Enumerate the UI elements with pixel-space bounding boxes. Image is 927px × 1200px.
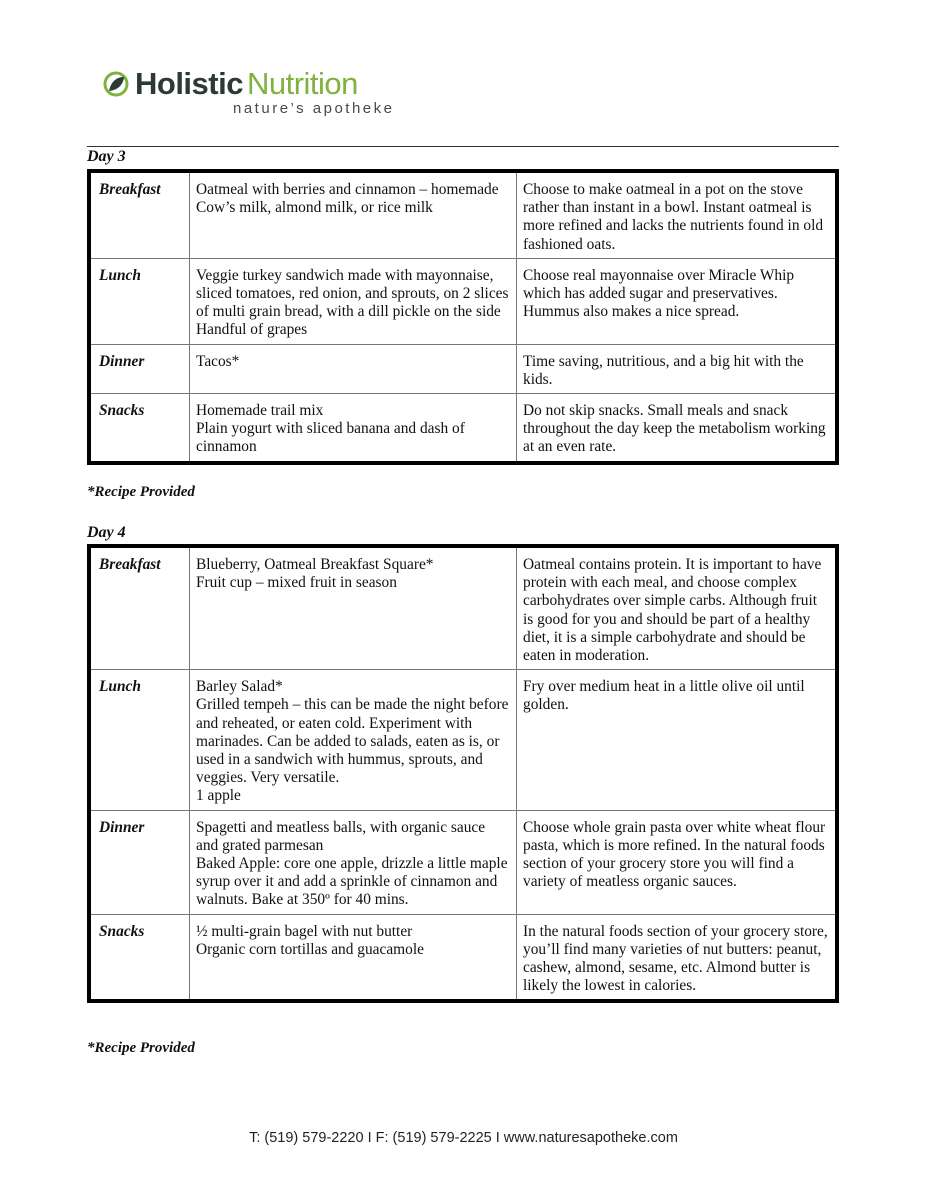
meal-item: Spagetti and meatless balls, with organic sauce and grated parmesan xyxy=(196,818,486,854)
meal-item: Fruit cup – mixed fruit in season xyxy=(196,574,397,592)
meal-label: Snacks xyxy=(89,914,190,1001)
table-row xyxy=(89,171,837,258)
day-3-footnote: *Recipe Provided xyxy=(87,484,195,500)
table-row xyxy=(89,914,837,1001)
table-row xyxy=(89,810,837,914)
brand-logo xyxy=(103,66,394,117)
meal-item: Cow’s milk, almond milk, or rice milk xyxy=(196,199,433,217)
meal-items xyxy=(190,258,517,344)
meal-item: Organic corn tortillas and guacamole xyxy=(196,940,424,958)
meal-item: ½ multi-grain bagel with nut butter xyxy=(196,922,413,940)
meal-note: Oatmeal contains protein. It is important to have protein with each meal, and choose complex carbohydrates over simple carbs. Although fruit is good for you and should be part of a healthy diet, it is a simple carbohydrate and should be eaten in moderation. xyxy=(517,546,838,670)
brand-tagline: nature’s apotheke xyxy=(233,100,395,117)
meal-label: Lunch xyxy=(89,670,190,810)
leaf-logo-icon xyxy=(103,71,129,97)
meal-note: Choose to make oatmeal in a pot on the stove rather than instant in a bowl. Instant oatmeal is more refined and lacks the nutrients found in old fashioned oats. xyxy=(517,171,838,258)
meal-note: Do not skip snacks. Small meals and snack throughout the day keep the metabolism working at an even rate. xyxy=(517,394,838,463)
meal-item: Baked Apple: core one apple, drizzle a little maple syrup over it and add a sprinkle of cinnamon and walnuts. Bake at 350º for 40 mins. xyxy=(196,855,508,909)
meal-note: In the natural foods section of your grocery store, you’ll find many varieties of nut butters: peanut, cashew, almond, sesame, etc. Almond butter is likely the lowest in calories. xyxy=(517,914,838,1001)
table-row xyxy=(89,344,837,393)
contact-footer: T: (519) 579-2220 I F: (519) 579-2225 I www.naturesapotheke.com xyxy=(249,1130,678,1146)
meal-items xyxy=(190,546,517,670)
meal-label: Lunch xyxy=(89,258,190,344)
meal-item: Oatmeal with berries and cinnamon – homemade xyxy=(196,181,499,198)
meal-item: 1 apple xyxy=(196,787,241,805)
meal-label: Breakfast xyxy=(89,546,190,670)
meal-note: Choose real mayonnaise over Miracle Whip which has added sugar and preservatives. Hummus also makes a nice spread. xyxy=(517,258,838,344)
day-3-meal-table xyxy=(87,169,839,465)
meal-items xyxy=(190,914,517,1001)
meal-item: Blueberry, Oatmeal Breakfast Square* xyxy=(196,556,434,573)
day-4-meal-table xyxy=(87,544,839,1003)
table-row xyxy=(89,670,837,810)
meal-label: Snacks xyxy=(89,394,190,463)
header-divider xyxy=(87,146,839,147)
meal-item: Grilled tempeh – this can be made the night before and reheated, or eaten cold. Experiment with marinades. Can be added to salads, eaten as is, or used in a sandwich with hummus, sprouts, and veggies. Very versatile. xyxy=(196,696,509,787)
meal-items xyxy=(190,344,517,393)
brand-name-bold: Holistic xyxy=(135,66,243,101)
table-row xyxy=(89,394,837,463)
meal-label: Dinner xyxy=(89,810,190,914)
meal-items xyxy=(190,171,517,258)
meal-note: Fry over medium heat in a little olive oil until golden. xyxy=(517,670,838,810)
brand-name-light: Nutrition xyxy=(246,66,358,101)
table-row xyxy=(89,546,837,670)
day-4-footnote: *Recipe Provided xyxy=(87,1040,195,1056)
meal-label: Dinner xyxy=(89,344,190,393)
day-4-title: Day 4 xyxy=(87,524,126,541)
meal-items xyxy=(190,394,517,463)
meal-item: Homemade trail mix xyxy=(196,402,324,420)
meal-items xyxy=(190,810,517,914)
meal-note: Choose whole grain pasta over white wheat flour pasta, which is more refined. In the natural foods section of your grocery store you will find a variety of meatless organic sauces. xyxy=(517,810,838,914)
meal-item: Plain yogurt with sliced banana and dash of cinnamon xyxy=(196,420,465,456)
day-3-title: Day 3 xyxy=(87,148,126,165)
meal-item: Tacos* xyxy=(196,352,240,370)
table-row xyxy=(89,258,837,344)
meal-item: Handful of grapes xyxy=(196,321,308,339)
meal-note: Time saving, nutritious, and a big hit with the kids. xyxy=(517,344,838,393)
meal-item: Veggie turkey sandwich made with mayonnaise, sliced tomatoes, red onion, and sprouts, on 2 slices of multi grain bread, with a dill pickle on the side xyxy=(196,266,509,321)
meal-label: Breakfast xyxy=(89,171,190,258)
meal-items xyxy=(190,670,517,810)
meal-item: Barley Salad* xyxy=(196,678,283,696)
